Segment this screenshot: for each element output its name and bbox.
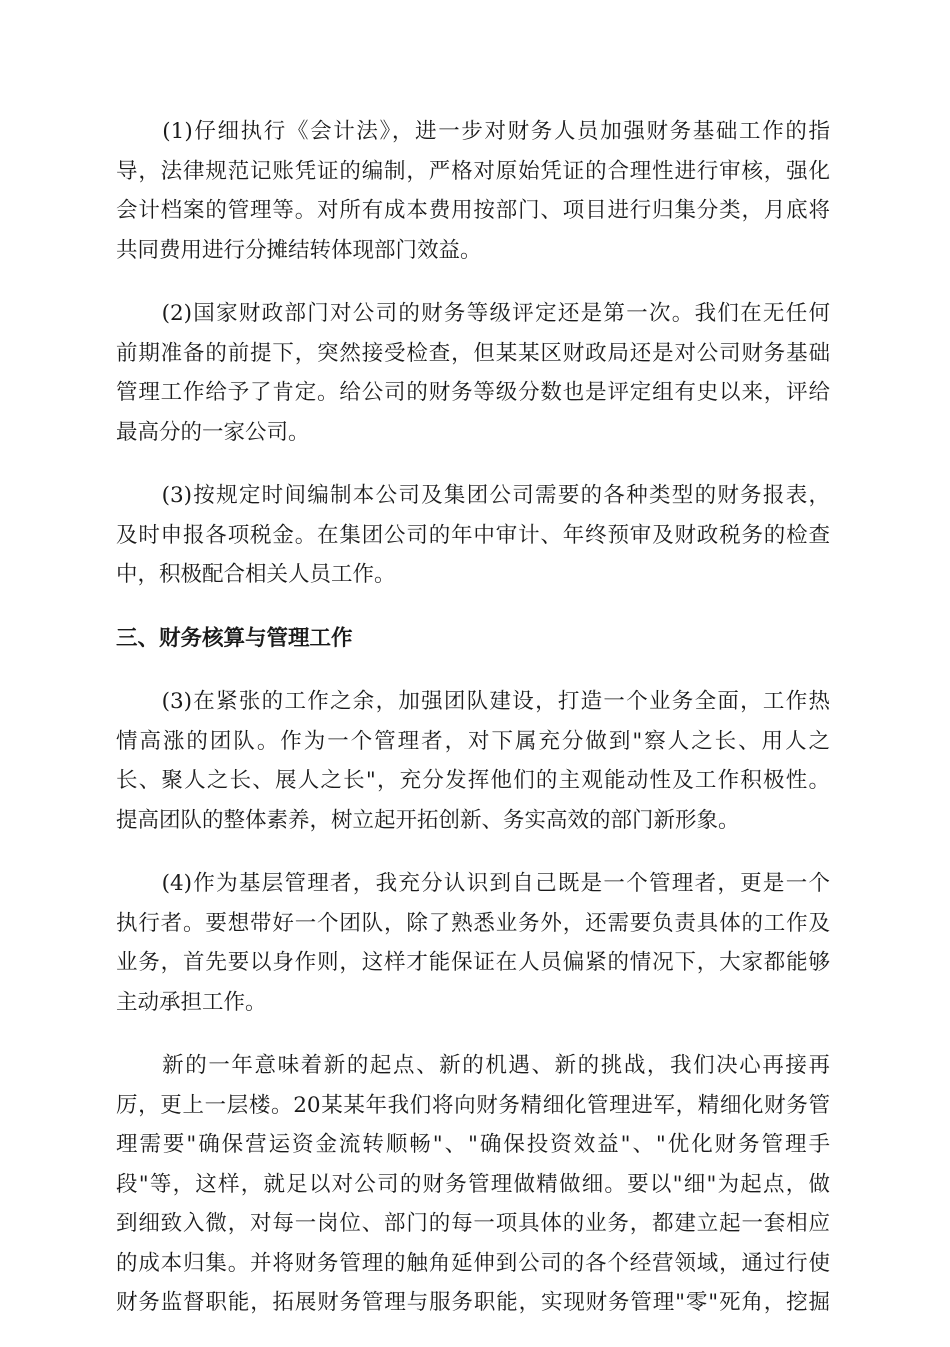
text-line: 执行者。要想带好一个团队，除了熟悉业务外，还需要负责具体的工作及 — [116, 910, 830, 936]
text-line: (1)仔细执行《会计法》，进一步对财务人员加强财务基础工作的指 — [116, 119, 830, 144]
text-line: 厉，更上一层楼。20某某年我们将向财务精细化管理进军，精细化财务管 — [116, 1092, 830, 1118]
text-line: 管理工作给予了肯定。给公司的财务等级分数也是评定组有史以来，评给 — [116, 380, 830, 405]
paragraph-5 — [116, 864, 830, 1022]
paragraph-2 — [116, 294, 830, 452]
paragraph-1 — [116, 112, 830, 270]
heading-text: 三、财务核算与管理工作 — [116, 625, 353, 651]
text-line: 新的一年意味着新的起点、新的机遇、新的挑战，我们决心再接再 — [116, 1053, 830, 1078]
text-line: 导，法律规范记账凭证的编制，严格对原始凭证的合理性进行审核，强化 — [116, 158, 830, 184]
text-line: (2)国家财政部门对公司的财务等级评定还是第一次。我们在无任何 — [116, 301, 830, 326]
text-line: 的成本归集。并将财务管理的触角延伸到公司的各个经营领域，通过行使 — [116, 1250, 830, 1276]
text-line: 段"等，这样，就足以对公司的财务管理做精做细。要以"细"为起点，做 — [116, 1171, 830, 1197]
paragraph-6 — [116, 1046, 830, 1323]
document-page — [116, 112, 830, 1347]
text-line: 长、聚人之长、展人之长"，充分发挥他们的主观能动性及工作积极性。 — [116, 768, 830, 793]
text-line: 主动承担工作。 — [116, 989, 267, 1015]
text-line: 及时申报各项税金。在集团公司的年中审计、年终预审及财政税务的检查 — [116, 522, 830, 548]
section-heading — [116, 619, 830, 659]
text-line: 会计档案的管理等。对所有成本费用按部门、项目进行归集分类，月底将 — [116, 198, 830, 223]
paragraph-3 — [116, 476, 830, 595]
text-line: 中，积极配合相关人员工作。 — [116, 562, 396, 587]
text-line: 业务，首先要以身作则，这样才能保证在人员偏紧的情况下，大家都能够 — [116, 950, 830, 975]
text-line: (3)在紧张的工作之余，加强团队建设，打造一个业务全面，工作热 — [116, 689, 830, 714]
text-line: 理需要"确保营运资金流转顺畅"、"确保投资效益"、"优化财务管理手 — [116, 1132, 830, 1157]
text-line: 前期准备的前提下，突然接受检查，但某某区财政局还是对公司财务基础 — [116, 340, 830, 366]
paragraph-4 — [116, 682, 830, 840]
text-line: (3)按规定时间编制本公司及集团公司需要的各种类型的财务报表， — [116, 483, 830, 508]
text-line: 财务监督职能，拓展财务管理与服务职能，实现财务管理"零"死角，挖掘 — [116, 1290, 830, 1315]
text-line: 到细致入微，对每一岗位、部门的每一项具体的业务，都建立起一套相应 — [116, 1211, 830, 1236]
text-line: 提高团队的整体素养，树立起开拓创新、务实高效的部门新形象。 — [116, 807, 740, 833]
text-line: 情高涨的团队。作为一个管理者，对下属充分做到"察人之长、用人之 — [116, 728, 830, 754]
text-line: (4)作为基层管理者，我充分认识到自己既是一个管理者，更是一个 — [116, 871, 830, 896]
text-line: 最高分的一家公司。 — [116, 419, 310, 445]
text-line: 共同费用进行分摊结转体现部门效益。 — [116, 237, 482, 263]
